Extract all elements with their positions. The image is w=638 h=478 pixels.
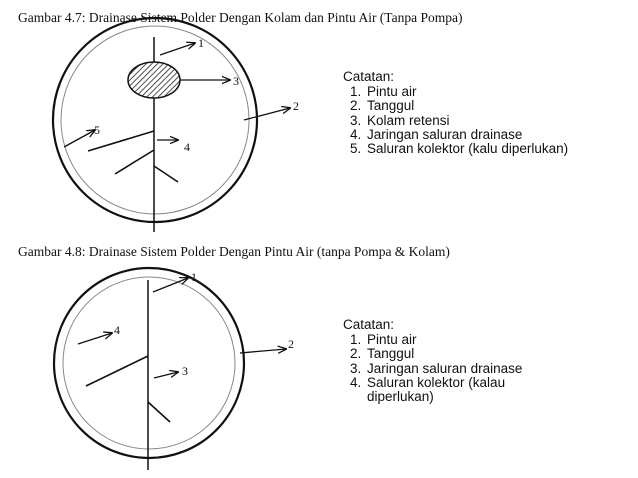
figure1-drainage-branch	[154, 166, 178, 182]
figure1-diagram	[53, 18, 299, 232]
figure2-note-4: 4. Saluran kolektor (kalau diperlukan)	[365, 376, 557, 404]
figure1-inner-dike-circle	[61, 26, 249, 214]
figure1-label-2: 2	[293, 99, 299, 113]
figure2-label-2: 2	[288, 337, 294, 351]
figure1-notes-title: Catatan:	[343, 69, 395, 84]
figure2-inner-dike-circle	[63, 277, 235, 449]
figure2-arrow-3	[154, 372, 178, 378]
figure2-note-1: 1. Pintu air	[365, 333, 557, 347]
figure1-note-5: 5. Saluran kolektor (kalu diperlukan)	[365, 142, 568, 156]
figure1-label-3: 3	[233, 74, 239, 88]
figure2-note-2: 2. Tanggul	[365, 347, 557, 361]
figure1-label-1: 1	[198, 36, 204, 50]
figure1-arrow-2	[244, 108, 290, 120]
figure2-arrow-2	[240, 349, 286, 353]
figure1-retention-pond	[128, 62, 180, 98]
figure1-label-4: 4	[184, 140, 190, 154]
figure1-arrow-1	[160, 43, 195, 55]
figure1-drainage-branch	[115, 150, 154, 174]
figure1-caption: Gambar 4.7: Drainase Sistem Polder Dengan Kolam dan Pintu Air (Tanpa Pompa)	[18, 10, 463, 25]
figure2-arrow-4	[78, 333, 112, 344]
figure1-note-3: 3. Kolam retensi	[365, 114, 568, 128]
figure2-drainage-branch	[148, 402, 170, 422]
figure1-note-4: 4. Jaringan saluran drainase	[365, 128, 568, 142]
figure2-outer-dike-circle	[54, 268, 244, 458]
figure1-arrow-5	[64, 130, 95, 147]
figure2-note-3: 3. Jaringan saluran drainase	[365, 362, 557, 376]
figure1-note-1: 1. Pintu air	[365, 85, 568, 99]
figure1-label-5: 5	[94, 123, 100, 137]
figure2-caption: Gambar 4.8: Drainase Sistem Polder Dengan Pintu Air (tanpa Pompa & Kolam)	[18, 244, 450, 259]
figure2-notes-title: Catatan:	[343, 317, 395, 332]
figure2-label-4: 4	[114, 323, 120, 337]
figure2-label-3: 3	[182, 364, 188, 378]
figure2-diagram	[54, 268, 294, 470]
figure2-drainage-branch	[86, 356, 148, 386]
figure2-label-1: 1	[191, 270, 197, 284]
figure1-note-2: 2. Tanggul	[365, 99, 568, 113]
figure1-outer-dike-circle	[53, 18, 257, 222]
